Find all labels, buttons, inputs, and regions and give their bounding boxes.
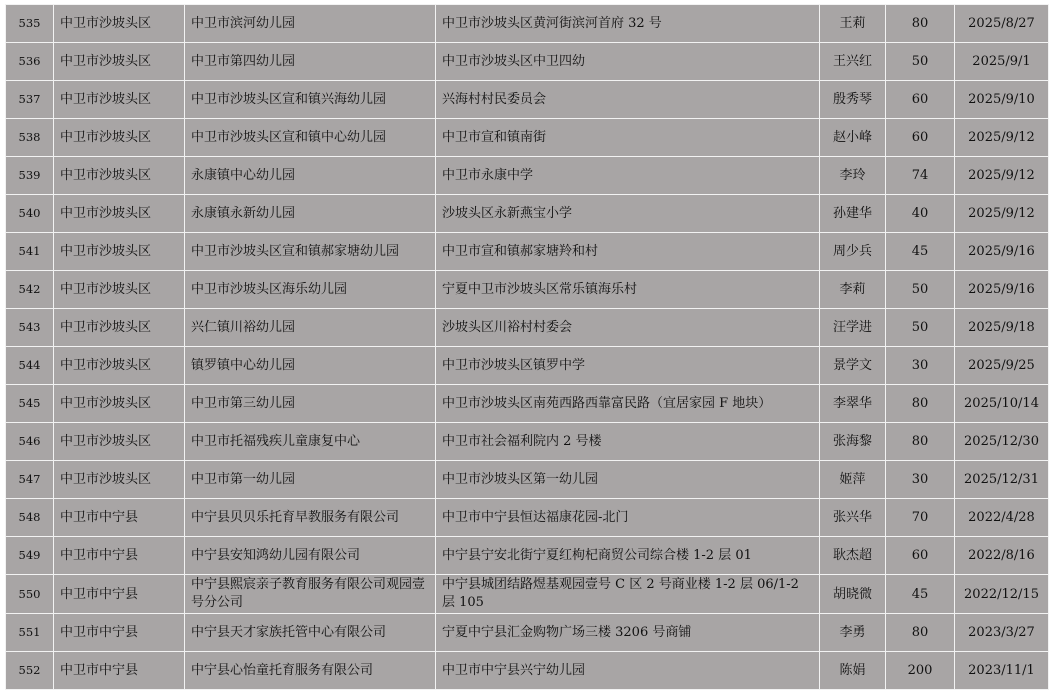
cell-no: 539 — [6, 157, 54, 195]
cell-name: 中卫市沙坡头区宣和镇兴海幼儿园 — [185, 81, 436, 119]
cell-district: 中卫市沙坡头区 — [54, 119, 185, 157]
cell-contact: 李莉 — [820, 271, 886, 309]
cell-district: 中卫市中宁县 — [54, 652, 185, 690]
table-row — [6, 423, 1049, 461]
cell-name: 中宁县心怡童托育服务有限公司 — [185, 652, 436, 690]
cell-date: 2023/11/1 — [955, 652, 1049, 690]
cell-address: 中卫市沙坡头区中卫四幼 — [436, 43, 820, 81]
table-row — [6, 614, 1049, 652]
cell-district: 中卫市沙坡头区 — [54, 195, 185, 233]
cell-date: 2025/9/25 — [955, 347, 1049, 385]
cell-name: 镇罗镇中心幼儿园 — [185, 347, 436, 385]
cell-capacity: 30 — [886, 347, 955, 385]
cell-contact: 李玲 — [820, 157, 886, 195]
cell-contact: 陈娟 — [820, 652, 886, 690]
cell-date: 2025/9/12 — [955, 157, 1049, 195]
cell-name: 中卫市第四幼儿园 — [185, 43, 436, 81]
registry-table — [5, 4, 1049, 690]
cell-district: 中卫市沙坡头区 — [54, 271, 185, 309]
cell-contact: 耿杰超 — [820, 537, 886, 575]
cell-capacity: 45 — [886, 575, 955, 614]
cell-district: 中卫市沙坡头区 — [54, 43, 185, 81]
cell-name: 中卫市沙坡头区宣和镇郝家塘幼儿园 — [185, 233, 436, 271]
cell-address: 兴海村村民委员会 — [436, 81, 820, 119]
cell-no: 546 — [6, 423, 54, 461]
cell-date: 2022/4/28 — [955, 499, 1049, 537]
cell-capacity: 50 — [886, 271, 955, 309]
cell-contact: 汪学进 — [820, 309, 886, 347]
cell-capacity: 80 — [886, 423, 955, 461]
cell-no: 540 — [6, 195, 54, 233]
cell-capacity: 80 — [886, 614, 955, 652]
cell-name: 中宁县贝贝乐托育早教服务有限公司 — [185, 499, 436, 537]
cell-district: 中卫市中宁县 — [54, 537, 185, 575]
cell-district: 中卫市沙坡头区 — [54, 309, 185, 347]
cell-address: 中宁县城团结路煜基观园壹号 C 区 2 号商业楼 1-2 层 06/1-2 层 105 — [436, 575, 820, 614]
cell-date: 2025/9/16 — [955, 271, 1049, 309]
cell-district: 中卫市沙坡头区 — [54, 423, 185, 461]
cell-capacity: 74 — [886, 157, 955, 195]
cell-contact: 孙建华 — [820, 195, 886, 233]
cell-contact: 王莉 — [820, 5, 886, 43]
cell-district: 中卫市沙坡头区 — [54, 81, 185, 119]
cell-name: 中卫市沙坡头区宣和镇中心幼儿园 — [185, 119, 436, 157]
cell-name: 中卫市托福残疾儿童康复中心 — [185, 423, 436, 461]
cell-district: 中卫市沙坡头区 — [54, 385, 185, 423]
table-row — [6, 195, 1049, 233]
cell-address: 中卫市中宁县恒达福康花园-北门 — [436, 499, 820, 537]
cell-name: 永康镇永新幼儿园 — [185, 195, 436, 233]
cell-address: 中卫市社会福利院内 2 号楼 — [436, 423, 820, 461]
cell-name: 中卫市第一幼儿园 — [185, 461, 436, 499]
cell-address: 中卫市永康中学 — [436, 157, 820, 195]
cell-contact: 王兴红 — [820, 43, 886, 81]
cell-contact: 殷秀琴 — [820, 81, 886, 119]
table-row — [6, 5, 1049, 43]
cell-contact: 景学文 — [820, 347, 886, 385]
cell-no: 550 — [6, 575, 54, 614]
cell-district: 中卫市沙坡头区 — [54, 347, 185, 385]
cell-no: 544 — [6, 347, 54, 385]
cell-date: 2025/10/14 — [955, 385, 1049, 423]
cell-name: 永康镇中心幼儿园 — [185, 157, 436, 195]
cell-no: 537 — [6, 81, 54, 119]
table-row — [6, 385, 1049, 423]
cell-date: 2025/9/10 — [955, 81, 1049, 119]
cell-no: 543 — [6, 309, 54, 347]
cell-contact: 赵小峰 — [820, 119, 886, 157]
cell-date: 2025/12/31 — [955, 461, 1049, 499]
cell-name: 中卫市滨河幼儿园 — [185, 5, 436, 43]
cell-name: 中宁县安知鸿幼儿园有限公司 — [185, 537, 436, 575]
cell-district: 中卫市中宁县 — [54, 575, 185, 614]
cell-no: 552 — [6, 652, 54, 690]
cell-capacity: 200 — [886, 652, 955, 690]
cell-district: 中卫市沙坡头区 — [54, 233, 185, 271]
table-row — [6, 43, 1049, 81]
table-row — [6, 271, 1049, 309]
cell-date: 2025/9/16 — [955, 233, 1049, 271]
cell-date: 2022/8/16 — [955, 537, 1049, 575]
cell-address: 中卫市宣和镇南街 — [436, 119, 820, 157]
cell-capacity: 30 — [886, 461, 955, 499]
cell-name: 中宁县天才家族托管中心有限公司 — [185, 614, 436, 652]
cell-date: 2025/9/1 — [955, 43, 1049, 81]
cell-date: 2025/9/12 — [955, 195, 1049, 233]
cell-address: 沙坡头区川裕村村委会 — [436, 309, 820, 347]
cell-no: 545 — [6, 385, 54, 423]
cell-address: 中卫市沙坡头区南苑西路西靠富民路（宜居家园 F 地块） — [436, 385, 820, 423]
cell-name: 兴仁镇川裕幼儿园 — [185, 309, 436, 347]
cell-date: 2023/3/27 — [955, 614, 1049, 652]
cell-no: 551 — [6, 614, 54, 652]
cell-no: 536 — [6, 43, 54, 81]
cell-no: 549 — [6, 537, 54, 575]
table-row — [6, 233, 1049, 271]
cell-date: 2022/12/15 — [955, 575, 1049, 614]
table-row — [6, 309, 1049, 347]
cell-district: 中卫市沙坡头区 — [54, 5, 185, 43]
cell-date: 2025/8/27 — [955, 5, 1049, 43]
table-row — [6, 461, 1049, 499]
cell-address: 中宁县宁安北街宁夏红枸杞商贸公司综合楼 1-2 层 01 — [436, 537, 820, 575]
cell-no: 538 — [6, 119, 54, 157]
cell-contact: 张兴华 — [820, 499, 886, 537]
table-row — [6, 499, 1049, 537]
cell-address: 沙坡头区永新燕宝小学 — [436, 195, 820, 233]
cell-capacity: 60 — [886, 537, 955, 575]
cell-address: 中卫市中宁县兴宁幼儿园 — [436, 652, 820, 690]
table-row — [6, 81, 1049, 119]
cell-date: 2025/9/12 — [955, 119, 1049, 157]
cell-address: 宁夏中宁县汇金购物广场三楼 3206 号商铺 — [436, 614, 820, 652]
cell-address: 中卫市沙坡头区黄河街滨河首府 32 号 — [436, 5, 820, 43]
cell-address: 宁夏中卫市沙坡头区常乐镇海乐村 — [436, 271, 820, 309]
table-row — [6, 157, 1049, 195]
cell-district: 中卫市中宁县 — [54, 614, 185, 652]
cell-contact: 张海黎 — [820, 423, 886, 461]
table-row — [6, 652, 1049, 690]
cell-capacity: 70 — [886, 499, 955, 537]
cell-capacity: 80 — [886, 385, 955, 423]
cell-no: 542 — [6, 271, 54, 309]
cell-capacity: 40 — [886, 195, 955, 233]
cell-no: 535 — [6, 5, 54, 43]
cell-district: 中卫市沙坡头区 — [54, 461, 185, 499]
cell-contact: 周少兵 — [820, 233, 886, 271]
cell-capacity: 45 — [886, 233, 955, 271]
cell-contact: 姬萍 — [820, 461, 886, 499]
cell-contact: 胡晓微 — [820, 575, 886, 614]
cell-capacity: 60 — [886, 81, 955, 119]
cell-contact: 李翠华 — [820, 385, 886, 423]
cell-date: 2025/9/18 — [955, 309, 1049, 347]
cell-name: 中宁县熙宸亲子教育服务有限公司观园壹号分公司 — [185, 575, 436, 614]
cell-capacity: 50 — [886, 309, 955, 347]
cell-no: 548 — [6, 499, 54, 537]
cell-address: 中卫市沙坡头区第一幼儿园 — [436, 461, 820, 499]
cell-contact: 李勇 — [820, 614, 886, 652]
cell-no: 541 — [6, 233, 54, 271]
cell-district: 中卫市沙坡头区 — [54, 157, 185, 195]
cell-date: 2025/12/30 — [955, 423, 1049, 461]
cell-capacity: 60 — [886, 119, 955, 157]
cell-address: 中卫市宣和镇郝家塘羚和村 — [436, 233, 820, 271]
cell-name: 中卫市沙坡头区海乐幼儿园 — [185, 271, 436, 309]
cell-no: 547 — [6, 461, 54, 499]
cell-district: 中卫市中宁县 — [54, 499, 185, 537]
cell-capacity: 80 — [886, 5, 955, 43]
cell-capacity: 50 — [886, 43, 955, 81]
table-row — [6, 575, 1049, 614]
table-row — [6, 119, 1049, 157]
cell-name: 中卫市第三幼儿园 — [185, 385, 436, 423]
table-row — [6, 537, 1049, 575]
cell-address: 中卫市沙坡头区镇罗中学 — [436, 347, 820, 385]
table-row — [6, 347, 1049, 385]
